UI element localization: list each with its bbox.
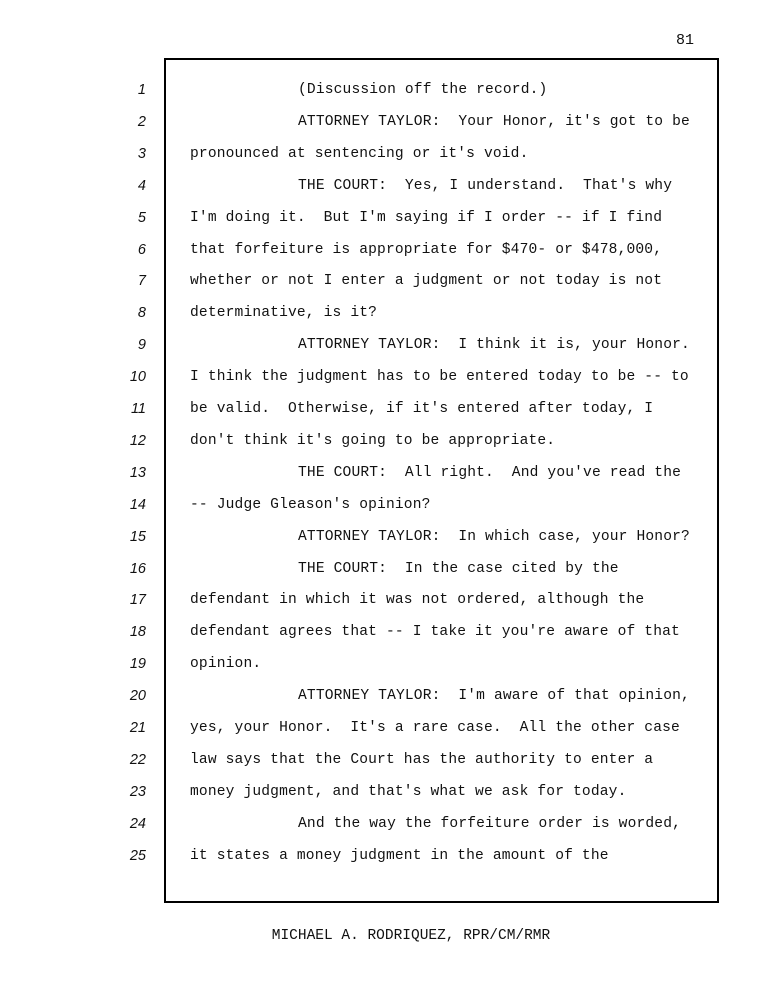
line-number: 22 — [129, 751, 146, 768]
line-text: I think the judgment has to be entered today to be -- to — [190, 369, 689, 386]
line-number: 16 — [129, 560, 146, 577]
line-number: 9 — [137, 337, 146, 354]
line-text: ATTORNEY TAYLOR: I'm aware of that opinion, — [298, 688, 690, 705]
line-number: 13 — [129, 464, 146, 481]
line-text: law says that the Court has the authority to enter a — [190, 751, 654, 768]
line-text: THE COURT: All right. And you've read the — [298, 464, 682, 481]
line-text: yes, your Honor. It's a rare case. All the other case — [190, 720, 680, 736]
line-text: it states a money judgment in the amount of the — [190, 847, 609, 864]
transcript-line — [0, 335, 768, 367]
transcript-line — [0, 176, 768, 208]
line-text: ATTORNEY TAYLOR: Your Honor, it's got to be — [298, 113, 690, 130]
line-number: 10 — [129, 369, 146, 386]
transcript-line — [0, 750, 768, 782]
line-text: opinion. — [190, 656, 262, 673]
transcript-line — [0, 622, 768, 654]
transcript-line — [0, 112, 768, 144]
transcript-line — [0, 846, 768, 878]
line-number: 8 — [137, 305, 146, 322]
line-number: 14 — [129, 496, 146, 513]
line-text: ATTORNEY TAYLOR: In which case, your Honor? — [298, 528, 690, 545]
line-text: that forfeiture is appropriate for $470- or $478,000, — [190, 241, 663, 258]
transcript-line — [0, 463, 768, 495]
line-number: 4 — [137, 177, 146, 194]
line-number: 17 — [129, 592, 146, 609]
line-text: THE COURT: Yes, I understand. That's why — [298, 177, 673, 194]
line-number: 3 — [137, 145, 146, 162]
transcript-line — [0, 590, 768, 622]
line-number: 24 — [129, 815, 146, 832]
line-text: be valid. Otherwise, if it's entered after today, I — [190, 401, 654, 417]
reporter-footer: MICHAEL A. RODRIQUEZ, RPR/CM/RMR — [271, 928, 551, 944]
transcript-line — [0, 367, 768, 399]
line-text: don't think it's going to be appropriate. — [190, 432, 556, 449]
line-number: 2 — [137, 113, 146, 130]
transcript-line — [0, 527, 768, 559]
line-number: 11 — [130, 401, 146, 417]
line-text: ATTORNEY TAYLOR: I think it is, your Honor. — [298, 337, 690, 354]
transcript-line — [0, 495, 768, 527]
line-text: money judgment, and that's what we ask for today. — [190, 783, 627, 800]
line-text: -- Judge Gleason's opinion? — [190, 496, 431, 513]
transcript-line — [0, 208, 768, 240]
line-text: I'm doing it. But I'm saying if I order -- if I find — [190, 209, 663, 226]
transcript-line — [0, 782, 768, 814]
line-text: (Discussion off the record.) — [298, 82, 548, 98]
transcript-line — [0, 271, 768, 303]
line-number: 19 — [129, 656, 146, 673]
line-number: 1 — [137, 82, 146, 98]
page-number: 81 — [676, 32, 695, 49]
line-number: 7 — [137, 273, 146, 290]
line-number: 6 — [137, 241, 146, 258]
transcript-line — [0, 431, 768, 463]
line-number: 5 — [137, 209, 146, 226]
line-number: 18 — [129, 624, 146, 641]
line-text: determinative, is it? — [190, 305, 378, 322]
line-number: 12 — [129, 432, 146, 449]
line-number: 23 — [129, 783, 146, 800]
transcript-line — [0, 144, 768, 176]
line-text: pronounced at sentencing or it's void. — [190, 145, 529, 162]
transcript-line — [0, 559, 768, 591]
line-text: defendant in which it was not ordered, although the — [190, 592, 645, 609]
transcript-line — [0, 399, 768, 431]
transcript-line — [0, 654, 768, 686]
line-number: 20 — [129, 688, 146, 705]
transcript-line — [0, 240, 768, 272]
transcript-line — [0, 686, 768, 718]
line-number: 21 — [129, 720, 146, 736]
line-text: THE COURT: In the case cited by the — [298, 560, 619, 577]
transcript-line — [0, 80, 768, 112]
transcript-line — [0, 303, 768, 335]
transcript-line — [0, 814, 768, 846]
transcript-line — [0, 718, 768, 750]
line-text: And the way the forfeiture order is worded, — [298, 815, 682, 832]
line-text: whether or not I enter a judgment or not today is not — [190, 273, 663, 290]
line-number: 25 — [129, 847, 146, 864]
line-text: defendant agrees that -- I take it you're aware of that — [190, 624, 680, 641]
line-number: 15 — [129, 528, 146, 545]
